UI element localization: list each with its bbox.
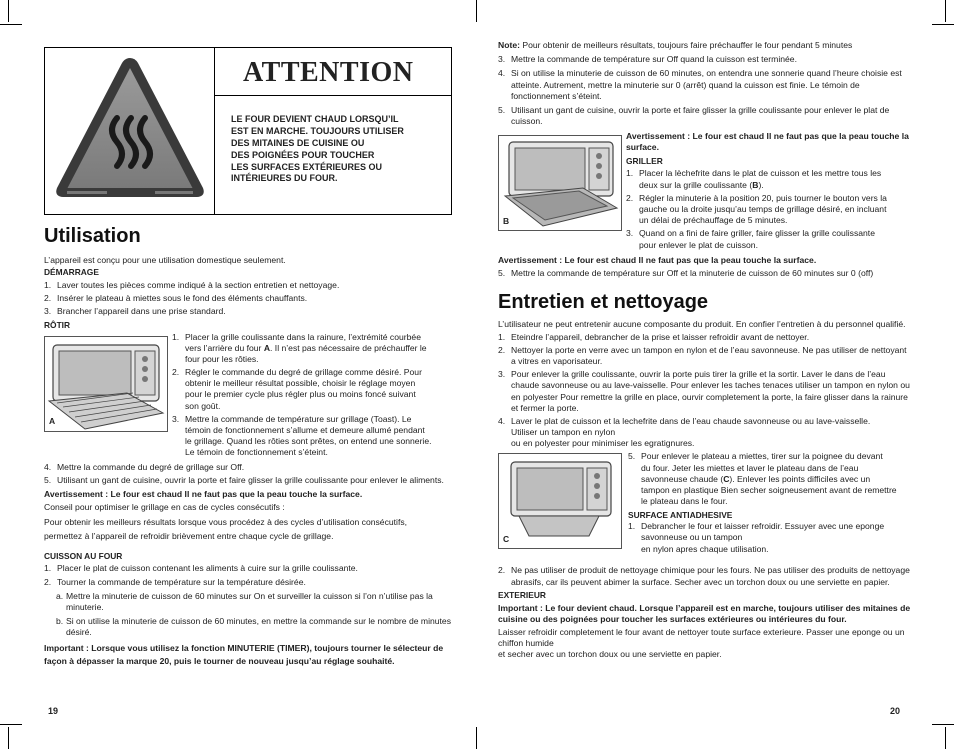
figure-c-label: C [503, 534, 510, 545]
list-item [498, 54, 912, 65]
item-line: gauche ou la droite jusqu’au temps de grillage désiré, en incluant [639, 203, 887, 214]
warning-line: LE FOUR DEVIENT CHAUD LORSQU’IL [231, 114, 399, 124]
item-text: ). Enlever les points difficiles avec un [729, 473, 871, 484]
divider [215, 95, 452, 96]
tip-text: permettez à l’appareil de refroidir brièvement entre chaque cycle de grillage. [44, 531, 334, 542]
item-number: 2. [498, 565, 506, 576]
item-line: le plateau dans le four. [641, 496, 728, 507]
section-heading-utilisation: Utilisation [44, 225, 141, 247]
item-line: Régler la minuterie à la position 20, puis tourner le bouton vers la [639, 192, 887, 203]
list-item [498, 105, 912, 127]
item-line: four pour les rôties. [185, 353, 259, 364]
warning-line: DES MITAINES DE CUISINE OU [231, 137, 365, 148]
crumb-tray-figure-row [498, 451, 912, 563]
list-item [44, 563, 454, 574]
list-item [626, 168, 912, 190]
body-text: et secher avec un torchon doux ou une serviette en papier. [498, 649, 722, 660]
crumb-tray-steps [628, 451, 912, 554]
figure-a-label: A [49, 416, 56, 427]
item-text: Mettre la commande de température sur Off et la minuterie de cuisson de 60 minutes sur 0 (off) [511, 268, 874, 279]
item-number: 2. [498, 344, 506, 355]
item-text: Mettre la minuterie de cuisson de 60 minutes sur On et surveiller la cuisson si l’on n’utilise pas la minuterie. [66, 590, 433, 612]
list-item [498, 268, 912, 279]
item-number: 3. [498, 54, 506, 65]
item-line [185, 343, 454, 354]
list-item [172, 367, 454, 412]
item-line: Utiliser un tampon en nylon [511, 427, 616, 438]
figure-reference: A [263, 342, 271, 353]
attention-title: ATTENTION [243, 57, 414, 88]
item-text: Eteindre l’appareil, debrancher de la prise et laisser refroidir avant de nettoyer. [511, 331, 810, 342]
item-number: 5. [44, 474, 52, 485]
crop-mark [8, 0, 9, 22]
item-number: 1. [628, 521, 636, 532]
item-line: ou en polyester pour minimiser les egratignures. [511, 438, 695, 449]
note-body: Pour obtenir de meilleurs résultats, toujours faire préchauffer le four pendant 5 minutes [519, 40, 853, 50]
subheading-exterieur: EXTERIEUR [498, 589, 546, 600]
item-number: 2. [44, 576, 52, 587]
list-item [44, 293, 454, 304]
subheading-cuisson: CUISSON AU FOUR [44, 550, 123, 561]
item-line: obtenir le meilleur résultat possible, choisir le réglage moyen [185, 378, 416, 389]
item-number: 5. [628, 451, 636, 462]
warning-line: LES SURFACES EXTÉRIEURES OU [231, 161, 383, 172]
toaster-oven-broil-pan-illustration [499, 136, 621, 230]
crop-mark [476, 0, 477, 22]
list-item [628, 451, 912, 507]
item-number: 3. [498, 369, 506, 380]
warning-text: Avertissement : Le four est chaud Il ne faut pas que la peau touche la surface. [44, 488, 363, 499]
warning-line: EST EN MARCHE. TOUJOURS UTILISER [231, 125, 404, 136]
figure-reference: B [752, 179, 759, 190]
important-text: Important : Lorsque vous utilisez la fonction MINUTERIE (TIMER), toujours tourner le sélecteur de façon à dépasser la marque 20, puis le tourner de nouveau jusqu’au réglage souhaité. [44, 642, 444, 666]
crop-mark [0, 724, 22, 725]
item-number: 5. [498, 104, 506, 115]
warning-line: DES POIGNÉES POUR TOUCHER [231, 149, 375, 160]
crop-mark [0, 24, 22, 25]
item-text: Insérer le plateau à miettes sous le fond des éléments chauffants. [57, 293, 308, 304]
griller-figure-row [498, 131, 912, 255]
list-item [44, 577, 454, 588]
item-text: Laver le plat de cuisson et la lechefrite dans de l’eau chaude savonneuse ou au lave-vaisselle. [511, 415, 871, 426]
item-line: un délai de préchauffage de 5 minutes. [639, 215, 788, 226]
item-line: en nylon apres chaque utilisation. [641, 543, 769, 554]
note-text [498, 40, 912, 51]
item-number: 2. [626, 192, 634, 203]
item-text: Brancher l’appareil dans une prise standard. [57, 306, 226, 317]
list-item [498, 68, 912, 102]
item-number: 1. [44, 280, 52, 291]
item-text: Placer le plat de cuisson contenant les aliments à cuire sur la grille coulissante. [57, 563, 358, 574]
item-number: 2. [172, 367, 180, 378]
hot-surface-warning-image [45, 48, 215, 214]
crop-mark [932, 724, 954, 725]
item-number: 4. [498, 415, 506, 426]
item-line: tampon en plastique Bien secher soigneusement avant de remettre [641, 484, 897, 495]
list-item [498, 416, 912, 450]
item-number: 1. [44, 563, 52, 574]
figure-c [498, 453, 622, 549]
intro-text: L’utilisateur ne peut entretenir aucune composante du produit. En confier l’entretien à du personnel qualifié. [498, 318, 906, 329]
item-number: 1. [498, 331, 506, 342]
rotir-figure-row [44, 332, 454, 460]
item-line: Pour enlever le plateau a miettes, tirer sur la poignee du devant [641, 451, 883, 462]
subheading-griller: GRILLER [626, 155, 663, 166]
warning-text: Avertissement : Le four est chaud Il ne faut pas que la peau touche la surface. [498, 255, 817, 266]
item-line: Mettre la commande de température sur grillage (Toast). Le [185, 413, 412, 424]
item-number: 4. [44, 461, 52, 472]
item-text: Ne pas utiliser de produit de nettoyage chimique pour les fours. Ne pas utiliser des produits de nettoyage abrasifs, car ils peuvent abimer la surface. Secher avec un torchon doux ou une serviette en papier. [511, 565, 910, 587]
item-text: Laver toutes les pièces comme indiqué à la section entretien et nettoyage. [57, 280, 340, 291]
item-number: 3. [626, 228, 634, 239]
figure-b [498, 135, 622, 231]
item-line: témoin de fonctionnement s’allume et demeure allumé pendant [185, 424, 425, 435]
hot-surface-triangle-icon [45, 48, 215, 214]
list-item [498, 332, 912, 343]
list-item [44, 591, 454, 613]
toaster-oven-rack-illustration [45, 337, 167, 431]
item-letter: a. [56, 590, 64, 601]
list-item [498, 369, 912, 414]
item-text: Si on utilise la minuterie de cuisson de 60 minutes, en mettre la commande sur le nombre de minutes désiré. [66, 616, 452, 638]
warning-text: Avertissement : Le four est chaud Il ne faut pas que la peau touche la surface. [626, 131, 909, 153]
item-number: 1. [626, 168, 634, 179]
figure-reference: C [723, 473, 730, 484]
figure-b-label: B [503, 216, 510, 227]
crop-mark [8, 727, 9, 749]
crop-mark [932, 24, 954, 25]
list-item [44, 280, 454, 291]
item-number: 3. [172, 413, 180, 424]
list-item [498, 565, 912, 587]
item-text: Mettre la commande du degré de grillage sur Off. [57, 461, 245, 472]
list-item [626, 193, 912, 227]
item-number: 5. [498, 268, 506, 279]
item-number: 4. [498, 68, 506, 79]
section-heading-entretien: Entretien et nettoyage [498, 290, 709, 313]
right-page [498, 40, 912, 661]
list-item [44, 475, 454, 486]
crop-mark [945, 0, 946, 22]
item-line: savonneuse ou un tampon [641, 532, 743, 543]
list-item [44, 616, 454, 638]
subheading-antiadhesive: SURFACE ANTIADHESIVE [628, 510, 733, 521]
list-item [628, 521, 912, 555]
page-number: 19 [48, 706, 59, 716]
griller-steps [626, 131, 912, 250]
list-item [626, 228, 912, 250]
item-text: savonneuse chaude ( [641, 473, 724, 484]
item-line: Placer la grille coulissante dans la rainure, l’extrémité courbée [185, 331, 421, 342]
list-item [498, 345, 912, 367]
tip-title: Conseil pour optimiser le grillage en cas de cycles consécutifs : [44, 502, 285, 513]
page-number: 20 [890, 706, 901, 716]
list-item [44, 462, 454, 473]
item-text: Si on utilise la minuterie de cuisson de 60 minutes, on entendra une sonnerie quand l’heure choisie est atteinte. Autrement, mettre la minuterie sur 0 (arrêt) quand la cuisson est finie. Le témoin de fonctionnement s’éteint. [511, 68, 902, 101]
warning-line: INTÉRIEURES DU FOUR. [231, 173, 338, 184]
item-line: Quand on a fini de faire griller, faire glisser la grille coulissante [639, 228, 875, 239]
item-line: pour le premier cycle plus régler plus ou moins foncé suivant [185, 389, 416, 400]
list-item [172, 414, 454, 459]
rotir-steps [172, 332, 454, 459]
list-item [172, 332, 454, 366]
item-text: Tourner la commande de température sur la température désirée. [57, 576, 306, 587]
toaster-oven-crumb-tray-illustration [499, 454, 621, 548]
item-text: Utilisant un gant de cuisine, ouvrir la porte et faire glisser la grille coulissante pour enlever le aliments. [57, 474, 444, 485]
intro-text: L’appareil est conçu pour une utilisation domestique seulement. [44, 255, 286, 265]
item-line: du four. Jeter les miettes et laver le plateau dans de l’eau [641, 462, 859, 473]
item-line [641, 474, 912, 485]
left-page [44, 40, 454, 668]
subheading-demarrage: DÉMARRAGE [44, 267, 99, 278]
item-line: Le témoin de fonctionnement s’éteint. [185, 447, 328, 458]
attention-box [44, 47, 452, 215]
item-number: 3. [44, 306, 52, 317]
item-line: Placer la lèchefrite dans le plat de cuisson et les mettre tous les [639, 168, 882, 179]
item-text: vers l’arrière du four [185, 342, 264, 353]
tip-text: Pour obtenir les meilleurs résultats lorsque vous procédez à des cycles d’utilisation consécutifs, [44, 517, 408, 528]
item-letter: b. [56, 616, 64, 627]
crop-mark [945, 727, 946, 749]
body-text: Laisser refroidir completement le four avant de nettoyer toute surface exterieure. Passer une eponge ou un chiffon humide [498, 627, 905, 649]
item-line [639, 180, 912, 191]
item-text: Utilisant un gant de cuisine, ouvrir la porte et faire glisser la grille coulissante pour enlever le plat de cuisson. [511, 104, 890, 127]
attention-warning-text [231, 114, 443, 185]
item-line: Debrancher le four et laisser refroidir. Essuyer avec une eponge [641, 521, 885, 532]
list-item [44, 306, 454, 317]
item-text: . Il n’est pas nécessaire de préchauffer le [270, 342, 427, 353]
item-text: deux sur la grille coulissante ( [639, 179, 753, 190]
figure-a [44, 336, 168, 432]
item-text: ). [758, 179, 764, 190]
item-line: le grillage. Quand les rôties sont prêtes, on entend une sonnerie. [185, 436, 432, 447]
note-label: Note: [498, 40, 520, 50]
important-text: Important : Le four devient chaud. Lorsque l’appareil est en marche, toujours utiliser des mitaines de cuisine ou des poignées pour toucher les surfaces extérieures ou intérieures du four. [498, 602, 911, 624]
item-line: son goût. [185, 400, 221, 411]
item-line: pour enlever le plat de cuisson. [639, 239, 758, 250]
crop-mark [476, 727, 477, 749]
item-text: Mettre la commande de température sur Off quand la cuisson est terminée. [511, 54, 797, 65]
item-text: Pour enlever la grille coulissante, ouvrir la porte puis tirer la grille et la sortir. Laver le dans de l’eau chaude savonneuse ou au lave-vaisselle. Pour enlever les taches tenaces utiliser un tampon en nylon ou en polyester Pour remettre la grille en place, ourvir completement la porte, la faire glisser dans la rainure et fermer la porte. [511, 369, 910, 413]
item-number: 1. [172, 331, 180, 342]
item-text: Nettoyer la porte en verre avec un tampon en nylon et de l’eau savonneuse. Ne pas utiliser de nettoyant a vitres en vaporisateur. [511, 344, 907, 367]
item-line: Régler le commande du degré de grillage comme désiré. Pour [185, 367, 422, 378]
subheading-rotir: RÔTIR [44, 319, 71, 330]
item-number: 2. [44, 293, 52, 304]
